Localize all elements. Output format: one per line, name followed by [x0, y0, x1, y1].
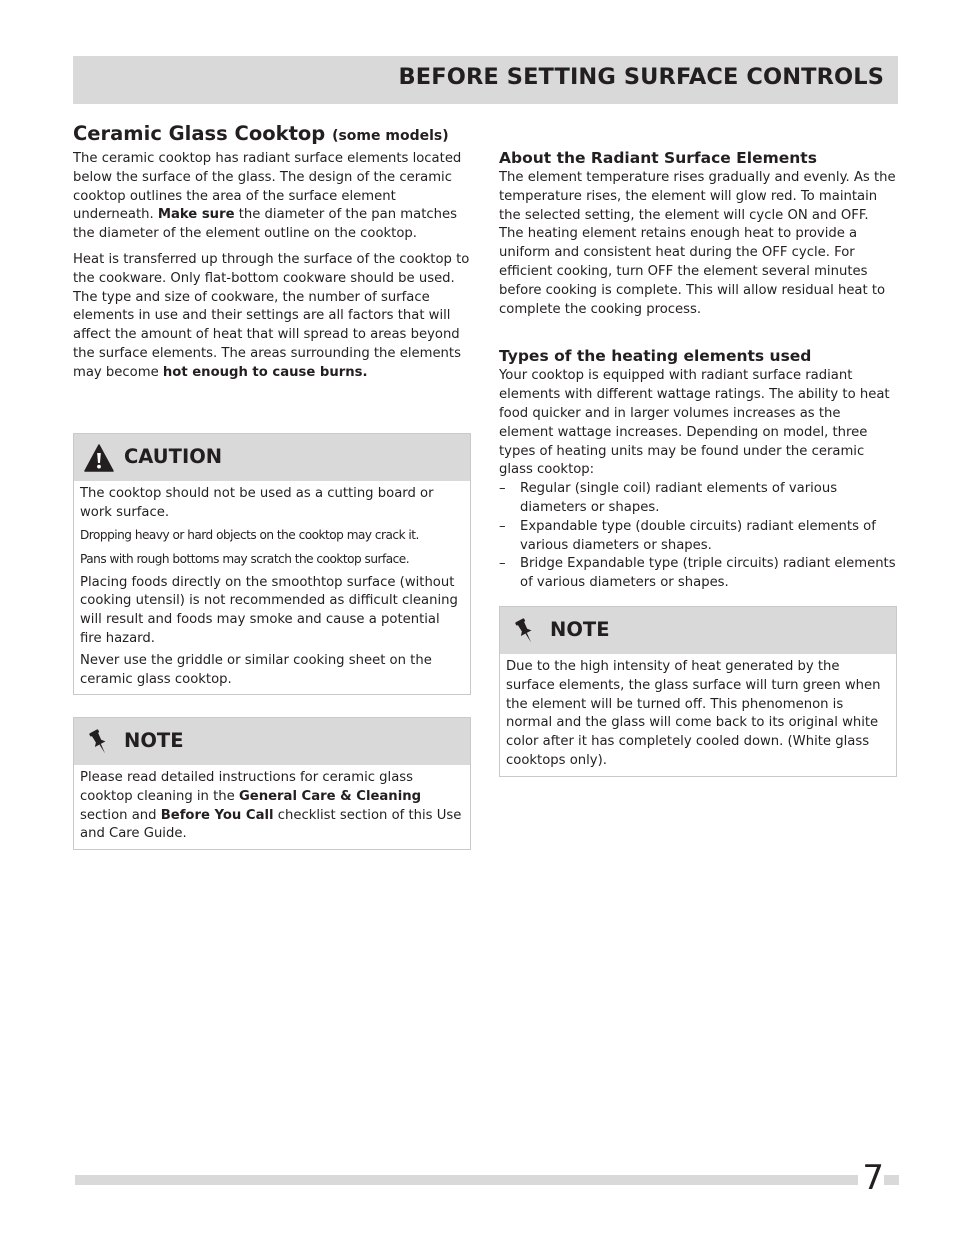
warning-triangle-icon [84, 444, 114, 472]
list-item-text: Regular (single coil) radiant elements of various diameters or shapes. [520, 481, 838, 515]
list-dash: – [499, 518, 506, 534]
caution-title: CAUTION [124, 445, 223, 468]
ceramic-paragraph-1 [73, 150, 471, 244]
caution-item: Never use the griddle or similar cooking sheet on the ceramic glass cooktop. [80, 652, 432, 687]
list-item [499, 518, 897, 556]
list-dash: – [499, 556, 506, 572]
note-left-t3: checklist section of this Use and Care Guide. [80, 807, 462, 842]
note-box-left-body [74, 765, 470, 849]
ceramic-section-title [73, 120, 471, 150]
types-text [499, 367, 897, 480]
header-bar [73, 56, 898, 104]
types-list [499, 480, 897, 593]
right-column [499, 147, 897, 593]
types-text-a: Your cooktop is equipped with radiant surface radiant elements with different wattage ratings. The ability to heat food quicker and in larger volumes increases as the element wattage increases. [499, 368, 890, 440]
ceramic-paragraph-2 [73, 251, 471, 383]
page-title: BEFORE SETTING SURFACE CONTROLS [398, 64, 884, 90]
left-column [73, 120, 471, 383]
list-item [499, 480, 897, 518]
list-dash: – [499, 481, 506, 497]
ceramic-title-text: Ceramic Glass Cooktop [73, 122, 326, 145]
note-right-title: NOTE [550, 618, 610, 641]
caution-item: Pans with rough bottoms may scratch the cooktop surface. [80, 551, 410, 566]
types-title: Types of the heating elements used [499, 347, 812, 366]
note-left-bold-2: Before You Call [160, 807, 274, 823]
ceramic-p1-text-a: The ceramic cooktop has radiant surface elements located below the surface of the glass. The design of the ceramic cooktop outlines the area of the surface element underneath. [73, 151, 462, 223]
radiant-text: The element temperature rises gradually and evenly. As the temperature rises, the element will glow red. To maintain the selected setting, the element will cycle ON and OFF. The heating element retains enough heat to provide a uniform and consistent heat during the OFF cycle. For efficient cooking, turn OFF the element several minutes before cooking is complete. This will allow residual heat to complete the cooking process. [499, 170, 896, 317]
footer-bar [75, 1175, 899, 1185]
note-left-text [80, 769, 464, 844]
radiant-title: About the Radiant Surface Elements [499, 149, 817, 167]
note-left-title: NOTE [124, 729, 184, 752]
ceramic-p2-text-a: Heat is transferred up through the surface of the cooktop to the cookware. Only flat-bottom cookware should be used. The type and size of cookware, the number of surface elements in use and their settings are all factors that will affect the amount of heat that will spread to areas beyond the surface elements. The areas surrounding the elements may become [73, 251, 470, 380]
ceramic-p1-text-c: the diameter of the pan matches the diameter of the element outline on the cooktop. [73, 207, 457, 242]
page-number: 7 [858, 1158, 884, 1198]
caution-box [73, 433, 471, 695]
ceramic-title-sub: (some models) [332, 128, 449, 144]
list-item-text: Expandable type (double circuits) radiant elements of various diameters or shapes. [520, 518, 876, 553]
note-box-left [73, 717, 471, 850]
pushpin-icon [84, 728, 114, 756]
note-left-t1: Please read detailed instructions for ceramic glass cooktop cleaning in the [80, 770, 414, 804]
note-box-right [499, 606, 897, 777]
caution-item: Placing foods directly on the smoothtop surface (without cooking utensil) is not recommended as difficult cleaning will result and foods may smoke and cause a potential fire hazard. [80, 574, 458, 646]
note-box-right-header [500, 607, 896, 654]
list-item [499, 555, 897, 593]
ceramic-p1-bold: Make sure [157, 207, 235, 223]
note-left-t2: section and [80, 807, 161, 823]
note-right-text: Due to the high intensity of heat generated by the surface elements, the glass surface will turn green when the element will be turned off. This phenomenon is normal and the glass will come back to its original white color after it has completely cooled down. (White glass cooktops only). [506, 659, 881, 768]
note-left-bold-1: General Care & Cleaning [238, 788, 422, 804]
note-box-right-body [500, 654, 896, 776]
caution-item: Dropping heavy or hard objects on the cooktop may crack it. [80, 527, 419, 542]
note-box-left-header [74, 718, 470, 765]
caution-item: The cooktop should not be used as a cutting board or work surface. [80, 486, 434, 520]
pushpin-icon [510, 617, 540, 645]
caution-box-body [74, 481, 470, 694]
caution-box-header [74, 434, 470, 481]
list-item-text: Bridge Expandable type (triple circuits) radiant elements of various diameters or shapes. [520, 556, 896, 591]
ceramic-p2-bold: hot enough to cause burns. [162, 364, 368, 380]
types-text-b: Depending on model, three types of heating units may be found under the ceramic glass cooktop: [499, 424, 868, 478]
